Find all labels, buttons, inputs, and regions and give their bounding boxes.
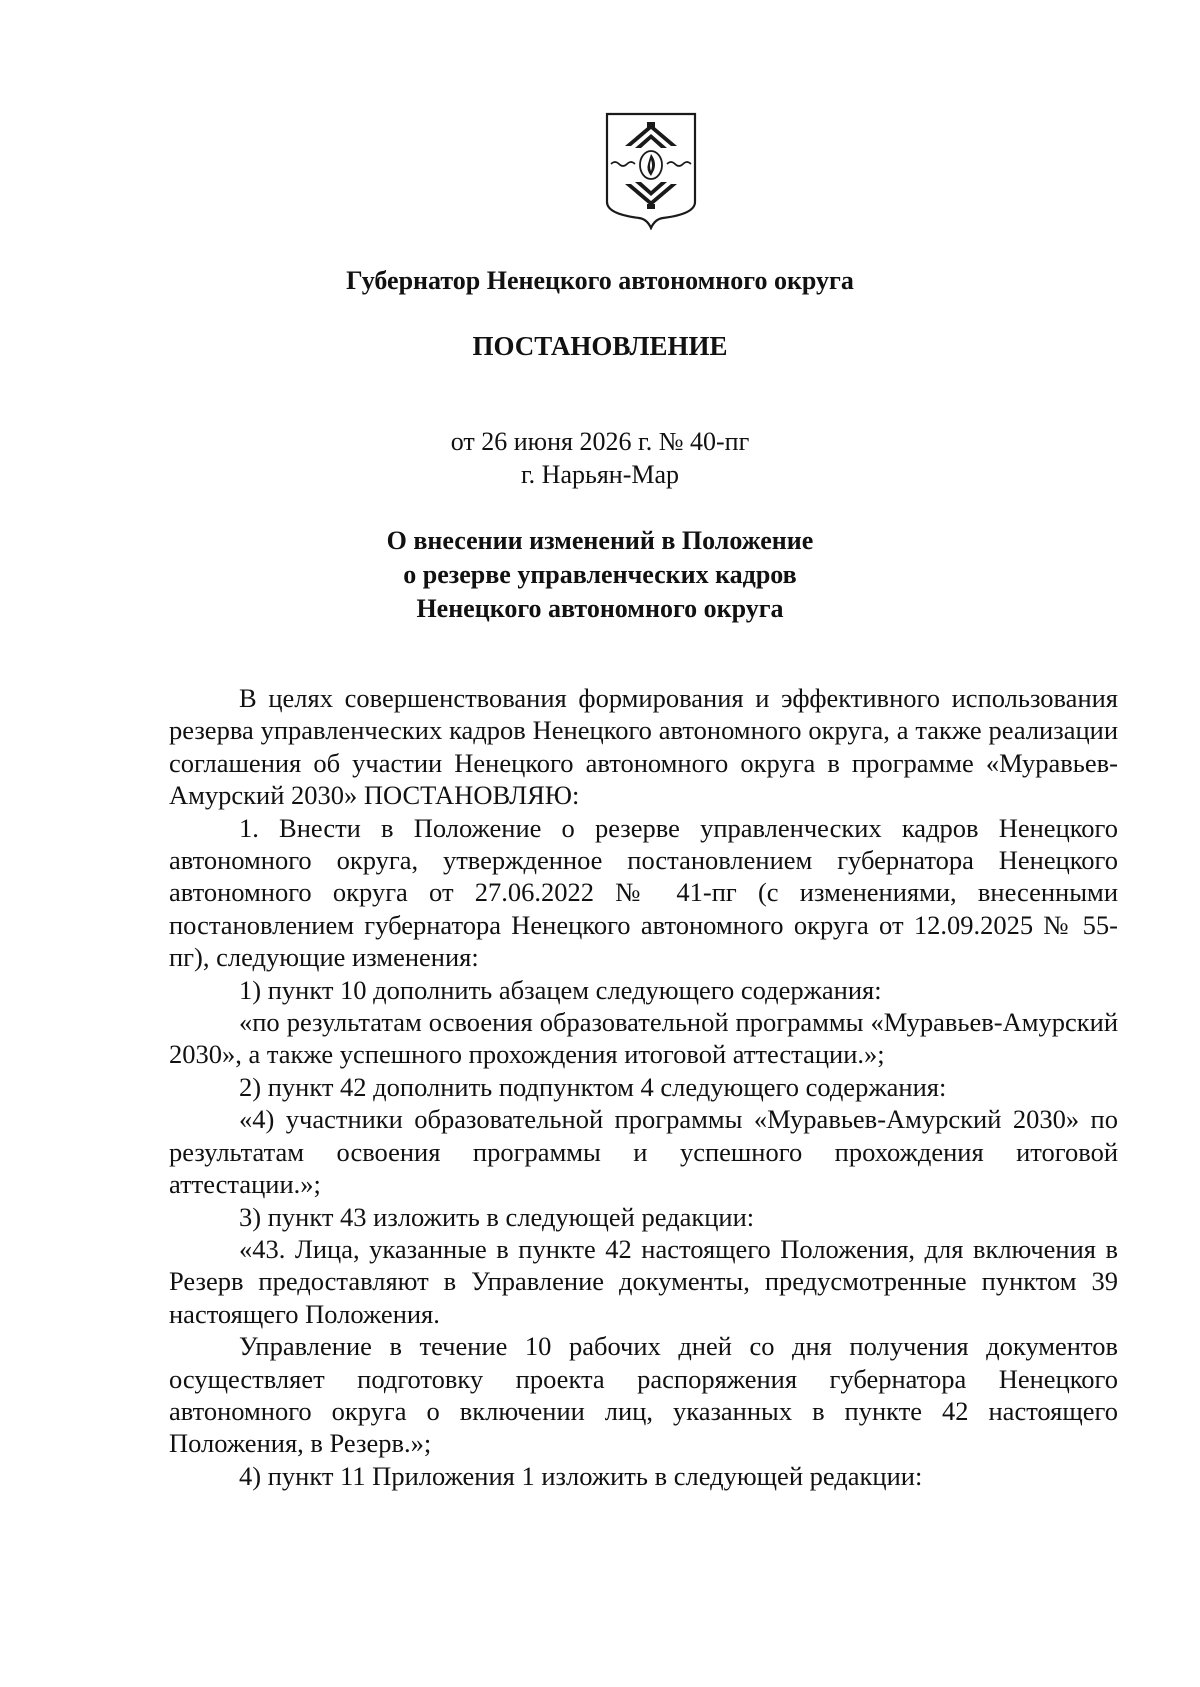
authority-heading: Губернатор Ненецкого автономного округа: [346, 266, 854, 295]
paragraph-quote-1: «по результатам освоения образовательной программы «Муравьев-Амурский 2030», а также успешного прохождения итоговой аттестации.»;: [169, 1007, 1118, 1070]
paragraph-quote-3-cont: Управление в течение 10 рабочих дней со дня получения документов осуществляет подготовку проекта распоряжения губернатора Ненецкого автономного округа о включении лиц, указанных в пункте 42 настоящего Положения, в Резерв.»;: [169, 1331, 1118, 1459]
paragraph-subitem-4: 4) пункт 11 Приложения 1 изложить в следующей редакции:: [239, 1460, 923, 1491]
paragraph-subitem-2: 2) пункт 42 дополнить подпунктом 4 следующего содержания:: [239, 1071, 947, 1102]
paragraph-subitem-1: 1) пункт 10 дополнить абзацем следующего содержания:: [239, 974, 882, 1005]
date-number: от 26 июня 2026 г. № 40-пг: [450, 427, 750, 456]
place: г. Нарьян-Мар: [520, 460, 680, 489]
document-type: ПОСТАНОВЛЕНИЕ: [472, 331, 728, 361]
document-body: [169, 682, 1118, 1492]
title-line-2: о резерве управленческих кадров: [403, 560, 797, 589]
nenets-coat-of-arms-icon: [603, 110, 699, 230]
paragraph-quote-2: «4) участники образовательной программы «Муравьев-Амурский 2030» по результатам освоения программы и успешного прохождения итоговой аттестации.»;: [169, 1104, 1118, 1200]
title-line-3: Ненецкого автономного округа: [416, 594, 784, 623]
title-line-1: О внесении изменений в Положение: [386, 526, 814, 555]
paragraph-subitem-3: 3) пункт 43 изложить в следующей редакции:: [239, 1201, 755, 1232]
paragraph-quote-3: «43. Лица, указанные в пункте 42 настоящего Положения, для включения в Резерв предоставляют в Управление документы, предусмотренные пунктом 39 настоящего Положения.: [169, 1233, 1118, 1329]
paragraph-preamble: В целях совершенствования формирования и эффективного использования резерва управленческих кадров Ненецкого автономного округа, а также реализации соглашения об участии Ненецкого автономного округа в программе «Муравьев-Амурский 2030» ПОСТАНОВЛЯЮ:: [169, 683, 1118, 811]
paragraph-item-1: 1. Внести в Положение о резерве управленческих кадров Ненецкого автономного округа, утвержденное постановлением губернатора Ненецкого автономного округа от 27.06.2022 № 41-пг (с изменениями, внесенными постановлением губернатора Ненецкого автономного округа от 12.09.2025 № 55-пг), следующие изменения:: [169, 812, 1118, 973]
